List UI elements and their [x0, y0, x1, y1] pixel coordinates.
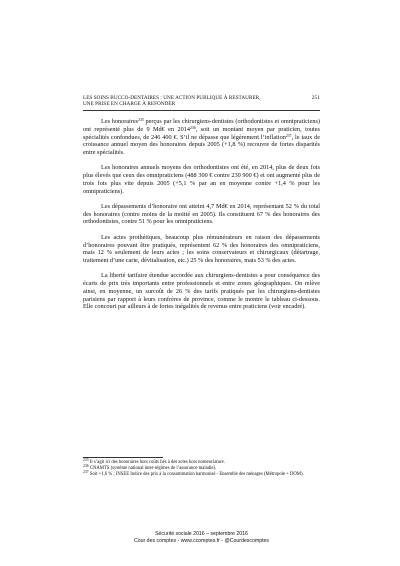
footnote-number: 236	[83, 464, 89, 469]
paragraph-honoraires	[83, 118, 320, 157]
footnote-number: 237	[83, 470, 89, 475]
header-divider	[83, 110, 320, 111]
paragraph-text: , le taux de croissance annuel moyen des honoraires depuis 2005 (+1,8 %) recouvre de fortes disparités entre spécialités.	[83, 133, 321, 156]
footnote	[83, 472, 320, 478]
main-text	[83, 118, 320, 319]
paragraph-depassements: Les dépassements d’honoraire ont atteint 4,7 Md€ en 2014, représentant 52 % du total des honoraires (contre moins de la moitié en 2005). Ils constituent 67 % des honoraires des orthodontistes, contre 51 % pour les omnipraticiens.	[83, 202, 320, 226]
paragraph-actes-prothetiques: Les actes prothétiques, beaucoup plus rémunérateurs en raison des dépassements d’honoraires pouvant être pratiqués, représentent 62 % des honoraires des omnipraticiens, mais 12 % seulement de leurs actes ; les soins conservateurs et chirurgicaux (détartrage, traitement d’une carie, dévitalisation, etc.) 25 % des honoraires, mais 53 % des actes.	[83, 233, 320, 265]
footnote-text: Soit +1,6 % ; INSEE Indice des prix à la consommation harmonisé - Ensemble des ménages (Métropole + DOM).	[88, 472, 304, 478]
footnote-ref-235[interactable]: 235	[138, 118, 144, 122]
paragraph-text: perçus par les chirurgiens-dentistes (orthodontistes et omnipraticiens) ont représenté plus de 9 Md€ en 2014	[83, 118, 320, 133]
running-header	[83, 95, 320, 107]
page-footer	[83, 531, 320, 544]
header-title-line-2: UNE PRISE EN CHARGE À REFONDER	[83, 101, 176, 108]
footnote-text: Il s’agit ici des honoraires hors coûts liés à des actes hors nomenclature.	[88, 460, 225, 465]
page-number: 251	[311, 95, 320, 101]
paragraph-orthodontistes: Les honoraires annuels moyens des orthodontistes ont été, en 2014, plus de deux fois plus élevés que ceux des omnipraticiens (488 300 € contre 230 900 €) et ont augmenté plus de trois fois plus vite depuis 2005 (+5,1 % par an en moyenne contre +1,4 % pour les omnipraticiens).	[83, 164, 320, 195]
footnote-text: CNAMTS (système national inter-régimes de l’assurance maladie).	[88, 466, 217, 472]
footnote-number: 235	[83, 458, 89, 462]
footnote-ref-236[interactable]: 236	[189, 125, 196, 130]
footnote-divider	[83, 457, 163, 458]
footer-line-1: Sécurité sociale 2016 – septembre 2016	[155, 531, 248, 537]
footnote-ref-237[interactable]: 237	[285, 133, 292, 138]
header-title-line-1: LES SOINS BUCCO-DENTAIRES : UNE ACTION PUBLIQUE À RESTAURER,	[83, 95, 261, 101]
footnotes	[83, 460, 320, 478]
paragraph-liberte-tarifaire: La liberté tarifaire étendue accordée aux chirurgiens-dentistes a pour conséquence des écarts de prix très importants entre professionnels et entre zones géographiques. On relève ainsi, en moyenne, un surcoût de 26 % des tarifs pratiqués par les chirurgiens-dentistes parisiens par rapport à leurs confrères de province, comme le montre le tableau ci-dessous. Elle concourt par ailleurs à de fortes inégalités de revenus entre praticiens (voir encadré).	[83, 272, 320, 311]
paragraph-text: Les honoraires	[101, 118, 139, 125]
footer-line-2[interactable]: Cour des comptes - www.ccomptes.fr - @Courdescomptes	[134, 537, 269, 544]
paragraph-text: , soit un montant moyen par praticien, toutes spécialités confondues, de 246 400 €. S’il ne dépasse que légèrement l’inflation	[83, 125, 320, 141]
